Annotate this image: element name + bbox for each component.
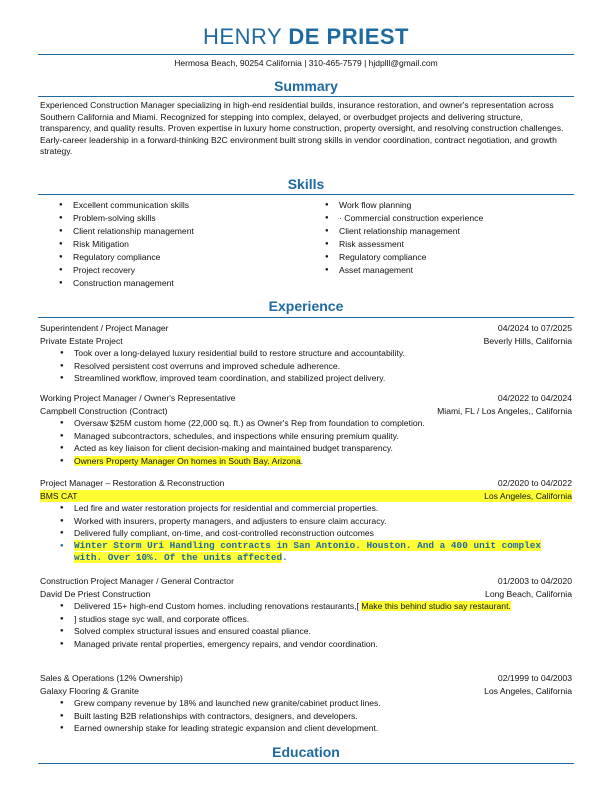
skill-item: ● Project recovery: [59, 264, 194, 277]
job-bullet: ● Earned ownership stake for leading strategic expansion and client development.: [60, 722, 572, 735]
summary-divider: [38, 96, 574, 97]
job-company: BMS CAT: [40, 490, 78, 501]
highlighted-text: Make this behind studio say restaurant.: [361, 601, 511, 611]
job-bullet: [60, 540, 572, 565]
job-title: Project Manager – Restoration & Reconstruction: [40, 478, 225, 488]
job-bullet: ● Acted as key liaison for client decision-making and maintained budget transparency.: [60, 442, 572, 455]
job-company: Campbell Construction (Contract): [40, 405, 168, 416]
skill-item: ● Asset management: [325, 264, 483, 277]
job-dates: 04/2024 to 07/2025: [497, 323, 572, 333]
job-company: Galaxy Flooring & Granite: [40, 685, 139, 696]
bullet-tail: .: [300, 455, 304, 466]
job-bullet: ● Grew company revenue by 18% and launched new granite/cabinet product lines.: [60, 697, 572, 710]
job-company: David De Priest Construction: [40, 588, 151, 599]
job-bullet: ● ] studios stage syc wall, and corporate offices.: [60, 613, 572, 626]
skills-left-list: [59, 199, 194, 290]
skill-item: ● Work flow planning: [325, 199, 483, 212]
summary-heading: Summary: [274, 78, 338, 94]
job-bullet: ● Led fire and water restoration projects for residential and commercial properties.: [60, 502, 572, 515]
job-title: Construction Project Manager / General Contractor: [40, 576, 234, 586]
job-location: Los Angeles, California: [484, 685, 572, 696]
first-name: HENRY: [203, 24, 289, 49]
experience-heading: Experience: [268, 298, 344, 314]
job-bullet: ● Took over a long-delayed luxury residential build to restore structure and accountability.: [60, 347, 572, 360]
skill-item: ● Risk Mitigation: [59, 238, 194, 251]
skill-item: ● · Commercial construction experience: [325, 212, 483, 225]
experience-divider: [38, 317, 574, 318]
header-divider: [38, 54, 574, 55]
job-location: Miami, FL / Los Angeles,, California: [437, 405, 572, 416]
job-dates: 02/1999 to 04/2003: [497, 673, 572, 683]
job-entry: [40, 322, 572, 385]
job-bullet: ● Streamlined workflow, improved team coordination, and stabilized project delivery.: [60, 372, 572, 385]
bullet-tail: .: [282, 552, 288, 564]
candidate-name: [0, 24, 612, 50]
bullet-text: Delivered 15+ high-end Custom homes. including renovations restaurants,[: [74, 601, 362, 611]
contact-line: Hermosa Beach, 90254 California | 310-465-7579 | hjdplll@gmail.com: [174, 58, 438, 68]
education-heading: Education: [272, 744, 340, 760]
highlighted-text: Owners Property Manager On homes in South Bay. Arizona: [74, 455, 301, 466]
last-name: DE PRIEST: [288, 24, 409, 49]
job-location: Beverly Hills, California: [483, 335, 572, 346]
job-bullet: ● Oversaw $25M custom home (22,000 sq. ft.) as Owner's Rep from foundation to completion.: [60, 417, 572, 430]
job-bullet: ● Managed subcontractors, schedules, and inspections while ensuring premium quality.: [60, 430, 572, 443]
skill-item: ● Construction management: [59, 277, 194, 290]
job-title: Working Project Manager / Owner's Representative: [40, 393, 236, 403]
skill-item: ● Excellent communication skills: [59, 199, 194, 212]
job-company: Private Estate Project: [40, 335, 123, 346]
skills-heading: Skills: [287, 176, 325, 192]
job-title: Sales & Operations (12% Ownership): [40, 673, 183, 683]
highlighted-text: Winter Storm Uri Handling contracts in San Antonio. Houston. And a 400 unit complex with. Over 10%. Of the units affected: [74, 539, 541, 564]
education-divider: [38, 763, 574, 764]
job-dates: 04/2022 to 04/2024: [497, 393, 572, 403]
job-entry: [40, 477, 572, 565]
skills-divider: [38, 194, 574, 195]
skills-right-list: [325, 199, 483, 277]
job-entry: [40, 672, 572, 735]
job-bullet: [60, 455, 572, 468]
job-bullet: ● Solved complex structural issues and ensured coastal pliance.: [60, 625, 572, 638]
skill-item: ● Problem-solving skills: [59, 212, 194, 225]
job-dates: 02/2020 to 04/2022: [497, 478, 572, 488]
job-bullet: ● Delivered fully compliant, on-time, and cost-controlled reconstruction outcomes: [60, 527, 572, 540]
skill-item: ● Regulatory compliance: [325, 251, 483, 264]
skill-item: ● Client relationship management: [59, 225, 194, 238]
job-bullet: ● Resolved persistent cost overruns and improved schedule adherence.: [60, 360, 572, 373]
job-location: Los Angeles, California: [484, 490, 572, 501]
job-bullet: [60, 600, 572, 613]
job-entry: [40, 392, 572, 467]
job-dates: 01/2003 to 04/2020: [497, 576, 572, 586]
job-entry: [40, 575, 572, 650]
job-bullet: ● Built lasting B2B relationships with contractors, designers, and developers.: [60, 710, 572, 723]
job-bullet: ● Managed private rental properties, emergency repairs, and vendor coordination.: [60, 638, 572, 651]
skill-item: ● Risk assessment: [325, 238, 483, 251]
skill-item: ● Client relationship management: [325, 225, 483, 238]
job-title: Superintendent / Project Manager: [40, 323, 169, 333]
skill-item: ● Regulatory compliance: [59, 251, 194, 264]
job-bullet: ● Worked with insurers, property managers, and adjusters to ensure claim accuracy.: [60, 515, 572, 528]
summary-text: Experienced Construction Manager specializing in high-end residential builds, insurance restoration, and owner's representation across Southern California and Miami. Recognized for stepping into complex, delayed, or overbudget projects and delivering structure, transparency, and quality results. Proven expertise in luxury home construction, property oversight, and resolving construction challenges. Early-career leadership in a forward-thinking B2C environment built strong skills in vendor coordination, contract negotiation, and growth strategy.: [40, 100, 564, 157]
job-location: Long Beach, California: [485, 588, 572, 599]
